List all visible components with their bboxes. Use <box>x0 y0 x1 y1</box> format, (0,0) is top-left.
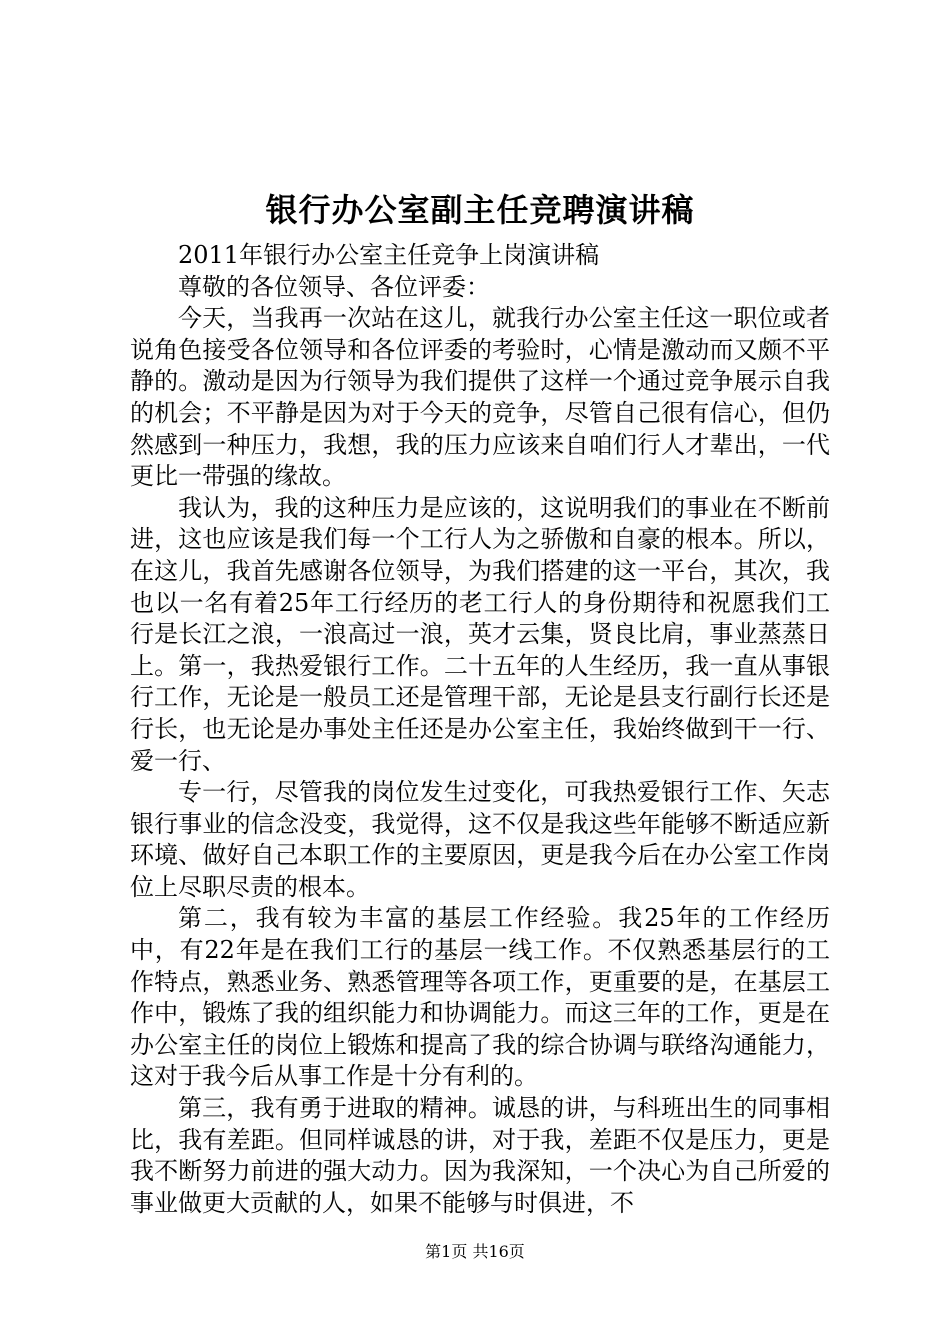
paragraph-point-three: 第三，我有勇于进取的精神。诚恳的讲，与科班出生的同事相比，我有差距。但同样诚恳的讲，对于我，差距不仅是压力，更是我不断努力前进的强大动力。因为我深知，一个决心为自己所爱的事业做更大贡献的人，如果不能够与时俱进，不 <box>130 1094 830 1217</box>
page-footer <box>0 1241 950 1263</box>
paragraph-point-one-continued: 专一行，尽管我的岗位发生过变化，可我热爱银行工作、矢志银行事业的信念没变，我觉得，这不仅是我这些年能够不断适应新环境、做好自己本职工作的主要原因，更是我今后在办公室工作岗位上尽职尽责的根本。 <box>130 778 830 901</box>
document-body <box>130 188 830 1219</box>
page-indicator: 第1页 共16页 <box>425 1242 525 1261</box>
paragraph-point-two: 第二，我有较为丰富的基层工作经验。我25年的工作经历中，有22年是在我们工行的基层一线工作。不仅熟悉基层行的工作特点，熟悉业务、熟悉管理等各项工作，更重要的是，在基层工作中，锻炼了我的组织能力和协调能力。而这三年的工作，更是在办公室主任的岗位上锻炼和提高了我的综合协调与联络沟通能力，这对于我今后从事工作是十分有利的。 <box>130 904 830 1091</box>
paragraph-point-one: 我认为，我的这种压力是应该的，这说明我们的事业在不断前进，这也应该是我们每一个工行人为之骄傲和自豪的根本。所以，在这儿，我首先感谢各位领导，为我们搭建的这一平台，其次，我也以一名有着25年工行经历的老工行人的身份期待和祝愿我们工行是长江之浪，一浪高过一浪，英才云集，贤良比肩，事业蒸蒸日上。第一，我热爱银行工作。二十五年的人生经历，我一直从事银行工作，无论是一般员工还是管理干部，无论是县支行副行长还是行长，也无论是办事处主任还是办公室主任，我始终做到干一行、爱一行、 <box>130 493 830 775</box>
paragraph-salutation: 尊敬的各位领导、各位评委： <box>178 272 490 301</box>
paragraph-opening: 今天，当我再一次站在这儿，就我行办公室主任这一职位或者说角色接受各位领导和各位评委的考验时，心情是激动而又颇不平静的。激动是因为行领导为我们提供了这样一个通过竞争展示自我的机会；不平静是因为对于今天的竞争，尽管自己很有信心，但仍然感到一种压力，我想，我的压力应该来自咱们行人才辈出，一代更比一带强的缘故。 <box>130 304 830 491</box>
paragraph-subtitle: 2011年银行办公室主任竞争上岗演讲稿 <box>178 241 600 269</box>
document-title: 银行办公室副主任竞聘演讲稿 <box>265 191 695 229</box>
